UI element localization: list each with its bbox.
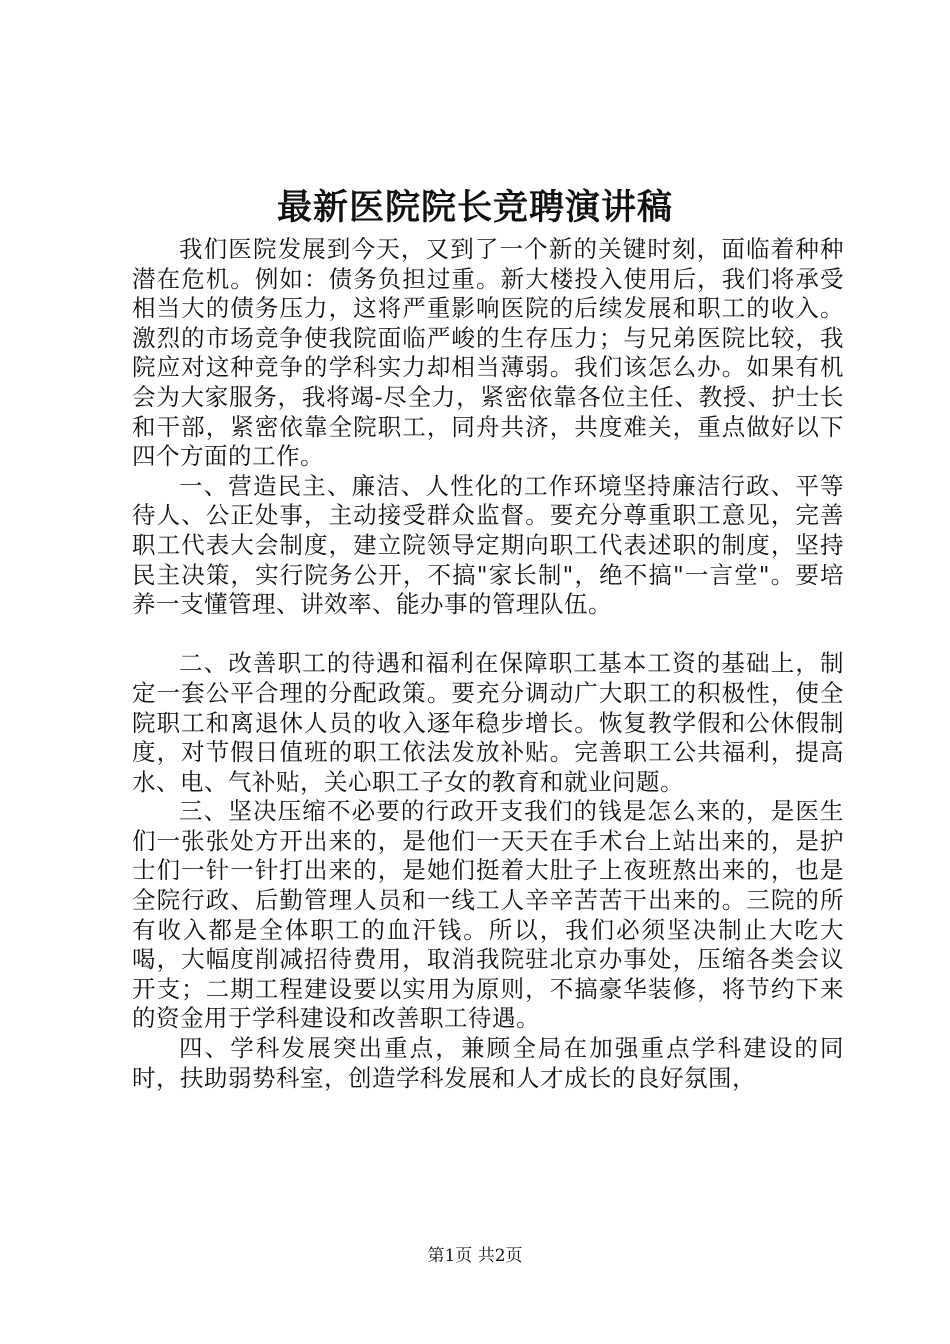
paragraph-intro: 我们医院发展到今天，又到了一个新的关键时刻，面临着种种潜在危机。例如：债务负担过重。新大楼投入使用后，我们将承受相当大的债务压力，这将严重影响医院的后续发展和职工的收入。激烈的市场竞争使我院面临严峻的生存压力；与兄弟医院比较，我院应对这种竞争的学科实力却相当薄弱。我们该怎么办。如果有机会为大家服务，我将竭-尽全力，紧密依靠各位主任、教授、护士长和干部，紧密依靠全院职工，同舟共济，共度难关，重点做好以下四个方面的工作。 <box>132 235 844 471</box>
paragraph-point-two: 二、改善职工的待遇和福利在保障职工基本工资的基础上，制定一套公平合理的分配政策。要充分调动广大职工的积极性，使全院职工和离退休人员的收入逐年稳步增长。恢复教学假和公休假制度，对节假日值班的职工依法发放补贴。完善职工公共福利，提高水、电、气补贴，关心职工子女的教育和就业问题。 <box>132 649 844 796</box>
document-body <box>132 235 844 1093</box>
paragraph-point-four: 四、学科发展突出重点，兼顾全局在加强重点学科建设的同时，扶助弱势科室，创造学科发展和人才成长的良好氛围， <box>132 1034 844 1092</box>
page-title: 最新医院院长竞聘演讲稿 <box>276 187 673 228</box>
page-footer: 第1页 共2页 <box>427 1246 523 1266</box>
paragraph-point-three: 三、坚决压缩不必要的行政开支我们的钱是怎么来的，是医生们一张张处方开出来的，是他们一天天在手术台上站出来的，是护士们一针一针打出来的，是她们挺着大肚子上夜班熬出来的，也是全院行政、后勤管理人员和一线工人辛辛苦苦干出来的。三院的所有收入都是全体职工的血汗钱。所以，我们必须坚决制止大吃大喝，大幅度削减招待费用，取消我院驻北京办事处，压缩各类会议开支；二期工程建设要以实用为原则，不搞豪华装修，将节约下来的资金用于学科建设和改善职工待遇。 <box>132 797 844 1033</box>
paragraph-point-one: 一、营造民主、廉洁、人性化的工作环境坚持廉洁行政、平等待人、公正处事，主动接受群众监督。要充分尊重职工意见，完善职工代表大会制度，建立院领导定期向职工代表述职的制度，坚持民主决策，实行院务公开，不搞"家长制"，绝不搞"一言堂"。要培养一支懂管理、讲效率、能办事的管理队伍。 <box>132 471 844 619</box>
